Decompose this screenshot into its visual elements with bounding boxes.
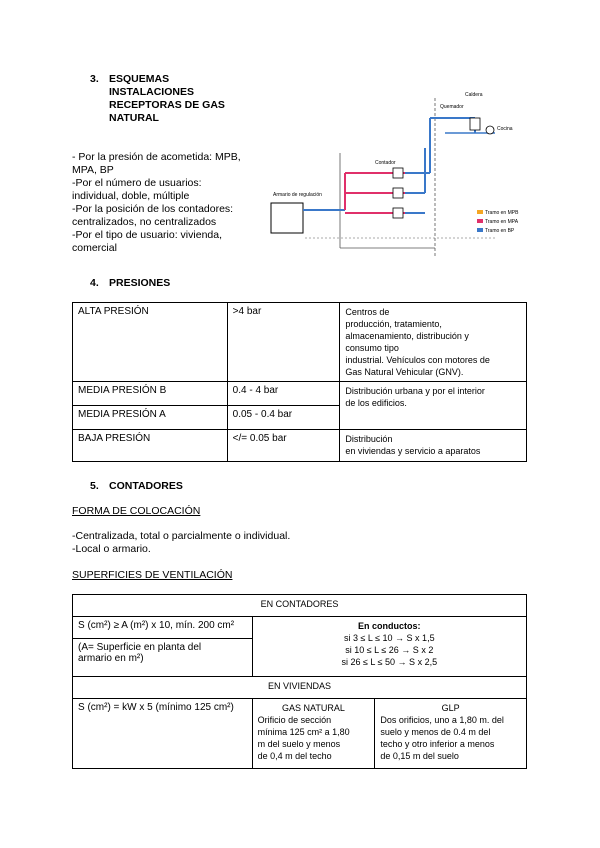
- label-caldera: Caldera: [465, 92, 483, 98]
- note-line: armario en m²): [78, 653, 144, 664]
- gas-natural-line: Orificio de sección: [257, 715, 332, 725]
- gas-natural-cell: [252, 699, 375, 769]
- section-4-title: PRESIONES: [109, 277, 171, 289]
- note-cell: [73, 639, 253, 677]
- ventilation-table: [72, 594, 527, 769]
- label-contador: Contador: [375, 160, 396, 166]
- table-row: [73, 677, 527, 699]
- forma-title: FORMA DE COLOCACIÓN: [72, 505, 201, 517]
- bullet-line: individual, doble, múltiple: [72, 190, 190, 202]
- gas-natural-line: de 0,4 m del techo: [257, 751, 332, 761]
- conductos-cell: [252, 617, 526, 677]
- formula-contadores: S (cm²) ≥ A (m²) x 10, mín. 200 cm²: [73, 617, 253, 639]
- legend-mpa: Tramo en MPA: [485, 219, 519, 225]
- bullet-line: -Por el tipo de usuario: vivienda,: [72, 229, 222, 241]
- title-line: RECEPTORAS DE GAS: [109, 99, 225, 111]
- glp-line: Dos orificios, uno a 1,80 m. del: [380, 715, 504, 725]
- glp-line: suelo y menos de 0.4 m del: [380, 727, 491, 737]
- use-line: Gas Natural Vehicular (GNV).: [345, 367, 464, 377]
- pressure-name: BAJA PRESIÓN: [73, 430, 228, 462]
- section-3-title: [109, 73, 225, 125]
- conductos-line: si 3 ≤ L ≤ 10 → S x 1,5: [343, 633, 435, 643]
- conductos-line: si 26 ≤ L ≤ 50 → S x 2,5: [341, 657, 438, 667]
- pressure-value: >4 bar: [227, 303, 340, 382]
- forma-line: -Local o armario.: [72, 543, 151, 555]
- forma-lines: [72, 530, 290, 556]
- label-cocina: Cocina: [497, 126, 513, 132]
- bullet-line: comercial: [72, 242, 117, 254]
- bullet-line: -Por la posición de los contadores:: [72, 203, 234, 215]
- conductos-line: En conductos:: [358, 621, 421, 631]
- section-4-number: 4.: [90, 277, 99, 289]
- bullet-line: MPA, BP: [72, 164, 114, 176]
- glp-title: GLP: [441, 703, 460, 713]
- contadores-header: EN CONTADORES: [73, 595, 527, 617]
- table-row: [73, 303, 527, 382]
- pressure-name: MEDIA PRESIÓN B: [73, 382, 228, 406]
- formula-viviendas: S (cm²) = kW x 5 (mínimo 125 cm²): [73, 699, 253, 769]
- legend-bp: Tramo en BP: [485, 228, 515, 234]
- pressure-value: </= 0.05 bar: [227, 430, 340, 462]
- use-line: Centros de: [345, 307, 390, 317]
- table-row: [73, 430, 527, 462]
- pressure-value: 0.05 - 0.4 bar: [227, 406, 340, 430]
- bullet-line: centralizados, no centralizados: [72, 216, 217, 228]
- title-line: NATURAL: [109, 112, 159, 124]
- use-line: de los edificios.: [345, 398, 407, 408]
- title-line: INSTALACIONES: [109, 86, 194, 98]
- bullet-line: -Por el número de usuarios:: [72, 177, 202, 189]
- glp-cell: [375, 699, 527, 769]
- use-line: almacenamiento, distribución y: [345, 331, 469, 341]
- legend-mpb: Tramo en MPB: [485, 210, 519, 216]
- pressure-name: ALTA PRESIÓN: [73, 303, 228, 382]
- use-line: Distribución: [345, 434, 393, 444]
- legend-swatch-mpa: [477, 219, 483, 223]
- label-quemador: Quemador: [440, 104, 464, 110]
- pressure-use: [340, 430, 527, 462]
- pressure-use: [340, 382, 527, 430]
- table-row: [73, 617, 527, 639]
- table-row: [73, 382, 527, 406]
- gas-natural-line: mínima 125 cm² a 1,80: [257, 727, 350, 737]
- legend-swatch-mpb: [477, 210, 483, 214]
- pressure-value: 0.4 - 4 bar: [227, 382, 340, 406]
- pressure-use: [340, 303, 527, 382]
- note-line: (A= Superficie en planta del: [78, 642, 202, 653]
- use-line: consumo tipo: [345, 343, 399, 353]
- use-line: industrial. Vehículos con motores de: [345, 355, 490, 365]
- table-row: [73, 699, 527, 769]
- gas-natural-title: GAS NATURAL: [282, 703, 345, 713]
- pressure-name: MEDIA PRESIÓN A: [73, 406, 228, 430]
- viviendas-header: EN VIVIENDAS: [73, 677, 527, 699]
- use-line: Distribución urbana y por el interior: [345, 386, 485, 396]
- gas-natural-line: m del suelo y menos: [257, 739, 341, 749]
- label-armario: Armario de regulación: [273, 192, 322, 198]
- glp-line: de 0,15 m del suelo: [380, 751, 459, 761]
- use-line: producción, tratamiento,: [345, 319, 442, 329]
- gas-installation-diagram: [265, 78, 530, 263]
- table-row: [73, 595, 527, 617]
- legend-swatch-bp: [477, 228, 483, 232]
- title-line: ESQUEMAS: [109, 73, 170, 85]
- section-3-bullets: [72, 151, 241, 255]
- pressures-table: [72, 302, 527, 462]
- conductos-line: si 10 ≤ L ≤ 26 → S x 2: [345, 645, 434, 655]
- section-3-number: 3.: [90, 73, 99, 85]
- forma-line: -Centralizada, total o parcialmente o individual.: [72, 530, 291, 542]
- glp-line: techo y otro inferior a menos: [380, 739, 495, 749]
- bullet-line: - Por la presión de acometida: MPB,: [72, 151, 241, 163]
- superficies-title: SUPERFICIES DE VENTILACIÓN: [72, 569, 233, 581]
- section-5-number: 5.: [90, 480, 99, 492]
- section-5-title: CONTADORES: [109, 480, 183, 492]
- use-line: en viviendas y servicio a aparatos: [345, 446, 481, 456]
